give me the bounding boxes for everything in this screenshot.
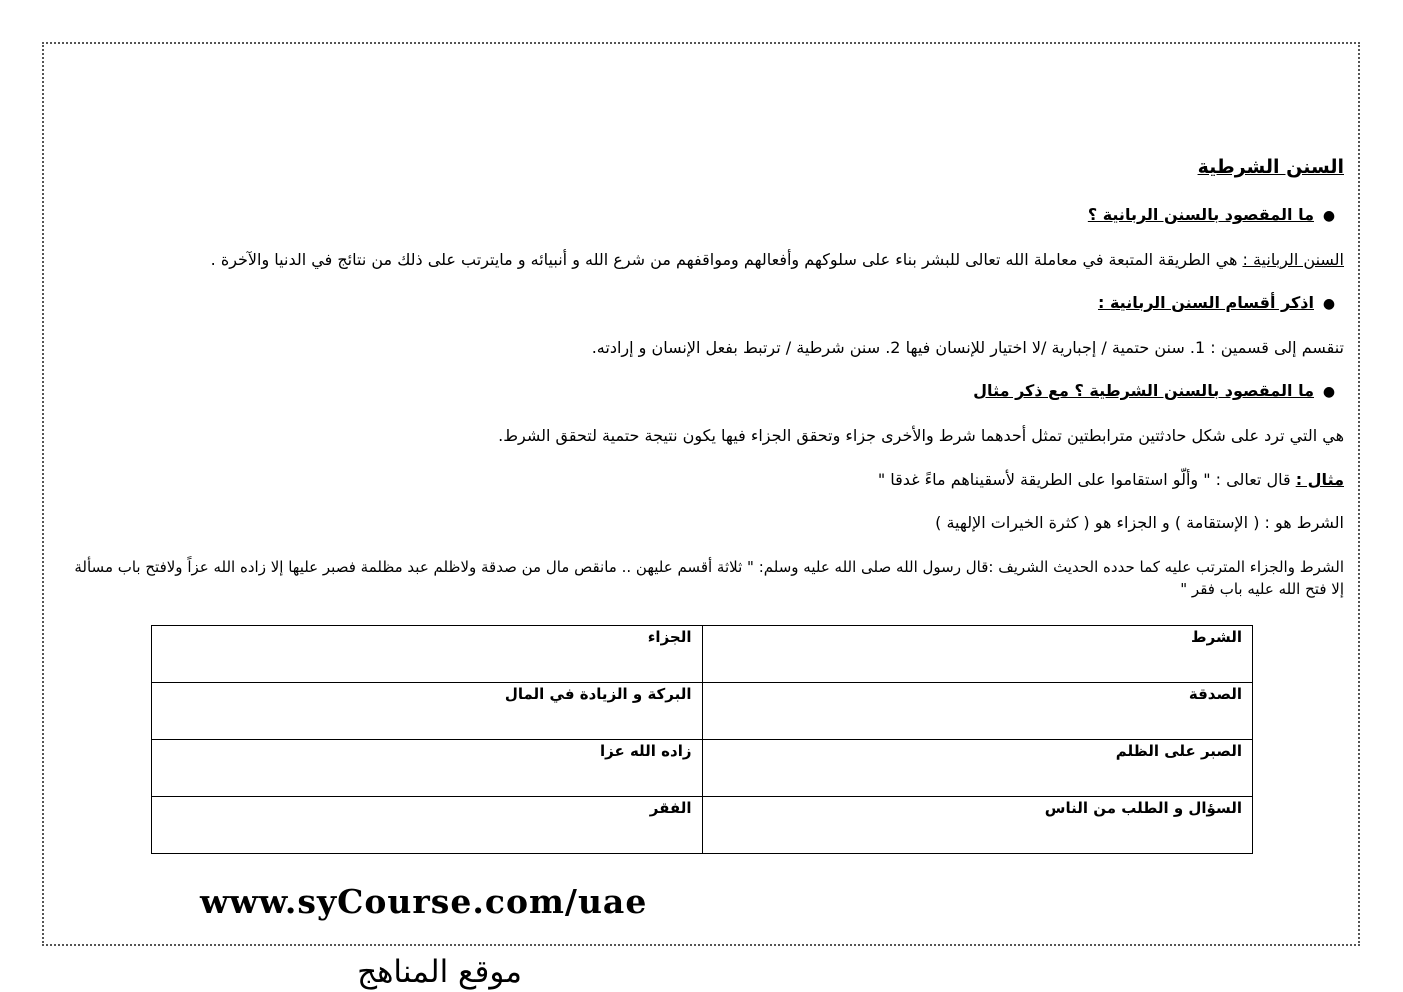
definition-paragraph (70, 249, 1344, 271)
answer-3: هي التي ترد على شكل حادثتين مترابطتين تمثل أحدهما شرط والأخرى جزاء وتحقق الجزاء فيها يكون نتيجة حتمية لتحقق الشرط. (498, 426, 1344, 445)
definition-term: السنن الربانية : (1242, 250, 1344, 269)
question-2 (70, 293, 1344, 312)
example-label: مثال : (1295, 470, 1344, 489)
bullet-icon: ● (1322, 384, 1336, 400)
question-2-text: اذكر أقسام السنن الربانية : (1097, 293, 1314, 312)
site-name: موقع المناهج (357, 954, 522, 990)
table-cell: زاده الله عزا (152, 740, 703, 797)
hadith-paragraph: الشرط والجزاء المترتب عليه كما حدده الحديث الشريف :قال رسول الله صلى الله عليه وسلم: " ثلاثة أقسم عليهن .. مانقص مال من صدقة ولاظلم عبد مظلمة فصبر عليها إلا زاده الله عزاً ولافتح باب مسألة إلا فتح الله عليه باب فقر " (74, 558, 1344, 598)
table-cell: الصدقة (702, 683, 1253, 740)
example-text: قال تعالى : " وألّو استقاموا على الطريقة لأسقيناهم ماءً غدقا " (877, 470, 1296, 489)
table-cell: السؤال و الطلب من الناس (702, 797, 1253, 854)
example-paragraph (70, 469, 1344, 491)
question-1 (70, 205, 1344, 224)
bullet-icon: ● (1322, 296, 1336, 312)
bullet-icon: ● (1322, 208, 1336, 224)
question-3 (70, 381, 1344, 400)
table-row (152, 740, 1253, 797)
table-cell: الصبر على الظلم (702, 740, 1253, 797)
website-url: www.syCourse.com/uae (200, 882, 648, 921)
definition-text: هي الطريقة المتبعة في معاملة الله تعالى للبشر بناء على سلوكهم وأفعالهم ومواقفهم من شرع الله و أنبيائه و مايترتب على ذلك من نتائج في الدنيا والآخرة . (210, 250, 1243, 269)
table-row (152, 797, 1253, 854)
answer-2: تنقسم إلى قسمين : 1. سنن حتمية / إجبارية /لا اختيار للإنسان فيها 2. سنن شرطية / ترتبط بفعل الإنسان و إرادته. (591, 338, 1344, 357)
table-cell: الفقر (152, 797, 703, 854)
table-header-cell: الجزاء (152, 626, 703, 683)
table-header-cell: الشرط (702, 626, 1253, 683)
table-cell: البركة و الزيادة في المال (152, 683, 703, 740)
question-1-text: ما المقصود بالسنن الربانية ؟ (1087, 205, 1314, 224)
condition-paragraph: الشرط هو : ( الإستقامة ) و الجزاء هو ( كثرة الخيرات الإلهية ) (935, 513, 1344, 532)
table-header-row (152, 626, 1253, 683)
page-title: السنن الشرطية (1197, 156, 1344, 178)
table-row (152, 683, 1253, 740)
question-3-text: ما المقصود بالسنن الشرطية ؟ مع ذكر مثال (973, 381, 1314, 400)
condition-reward-table (151, 625, 1253, 854)
